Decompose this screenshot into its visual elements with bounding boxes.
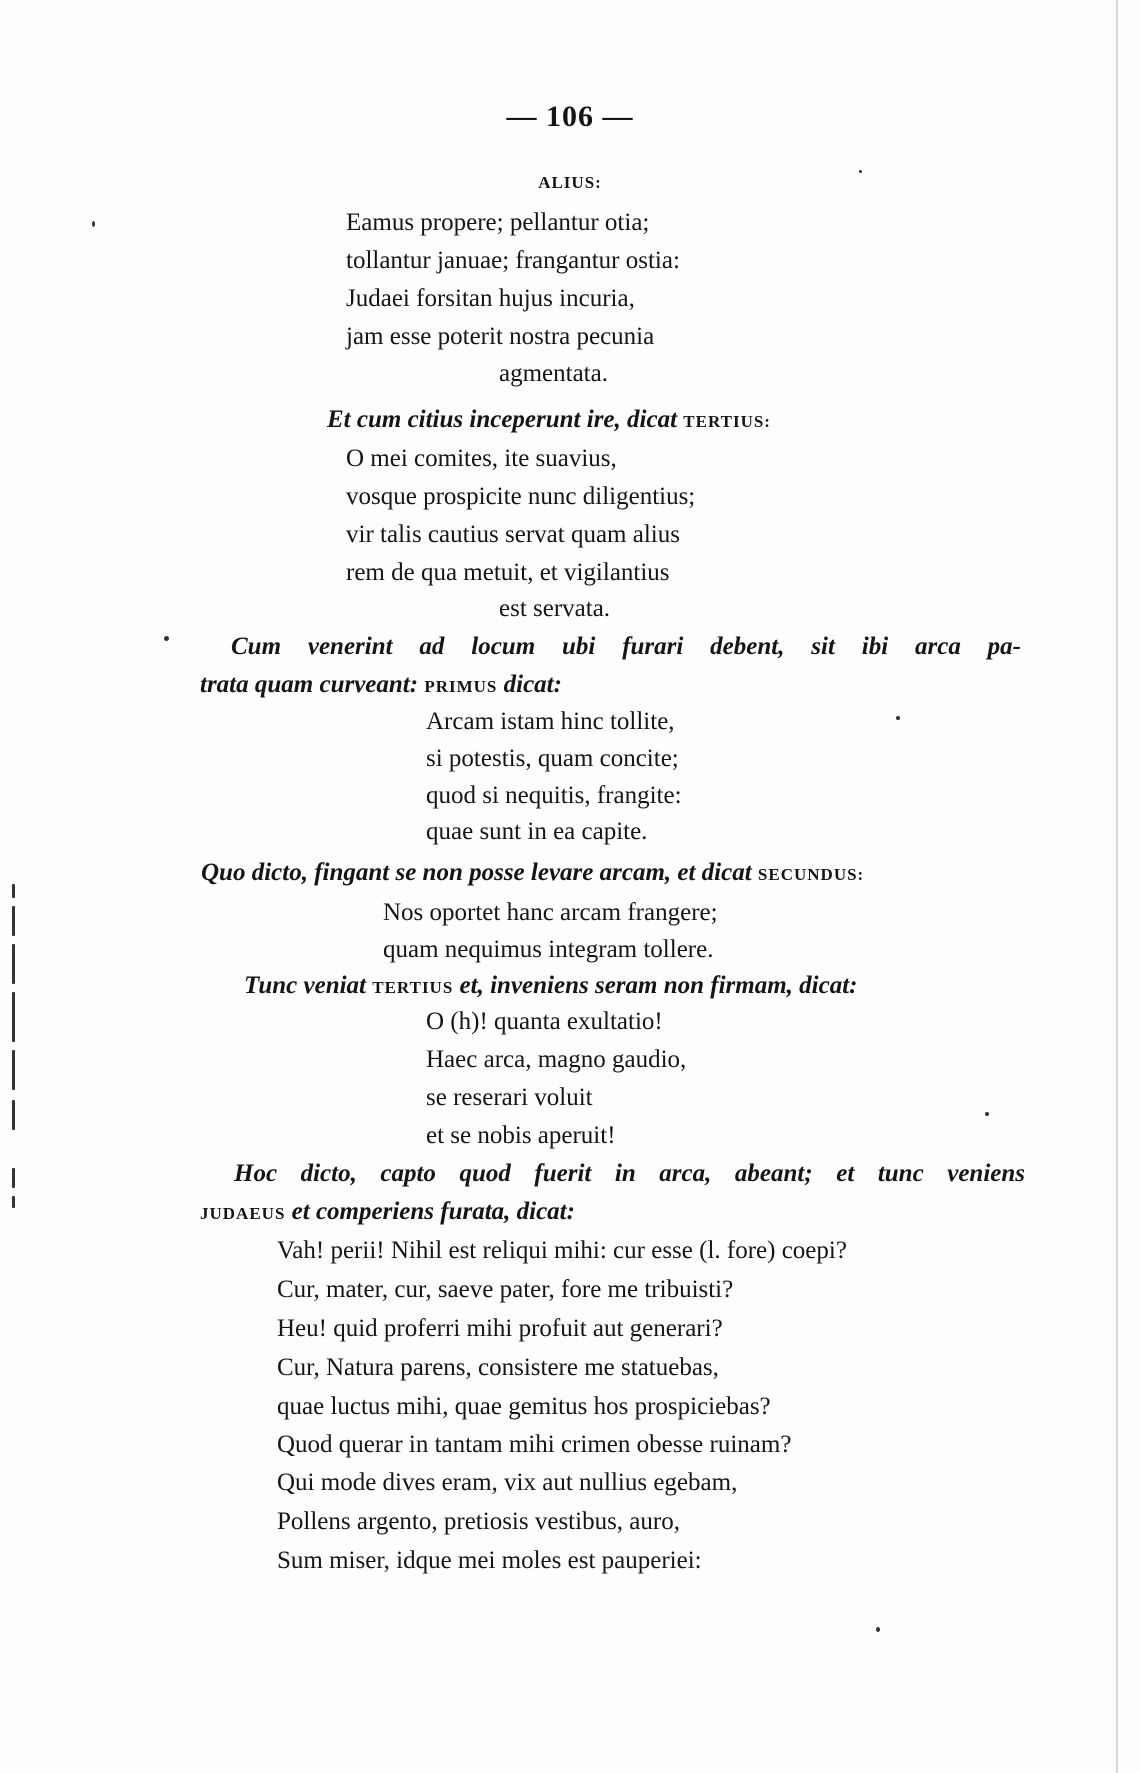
verse-line: Arcam istam hinc tollite, [426, 708, 675, 735]
verse-line: Cur, Natura parens, consistere me statuebas, [277, 1354, 719, 1381]
verse-line: est servata. [499, 595, 611, 622]
verse-line: jam esse poterit nostra pecunia [346, 323, 655, 350]
stage-direction [244, 970, 857, 1004]
stage-direction-text: et comperiens furata, dicat: [291, 1198, 575, 1225]
verse-line: vosque prospicite nunc diligentius; [346, 483, 696, 510]
scan-speck [92, 221, 95, 227]
scan-speck [12, 1196, 15, 1208]
verse-line: O mei comites, ite suavius, [346, 445, 617, 472]
speaker-label: ALIUS: [538, 173, 602, 192]
page-number: — 106 — [506, 100, 634, 133]
verse-line: Eamus propere; pellantur otia; [346, 209, 650, 236]
verse-line: Quod querar in tantam mihi crimen obesse ruinam? [277, 1431, 792, 1458]
page-edge [1116, 0, 1118, 1773]
scan-speck [12, 1100, 15, 1130]
verse-line: quod si nequitis, frangite: [426, 782, 682, 809]
verse-line: et se nobis aperuit! [426, 1122, 616, 1149]
scan-speck [985, 1112, 989, 1116]
scan-speck [859, 170, 862, 173]
verse-line: rem de qua metuit, et vigilantius [346, 559, 670, 586]
verse-line: vir talis cautius servat quam alius [346, 521, 680, 548]
verse-line: O (h)! quanta exultatio! [426, 1008, 663, 1035]
verse-line: Vah! perii! Nihil est reliqui mihi: cur esse (l. fore) coepi? [277, 1237, 847, 1264]
verse-line: tollantur januae; frangantur ostia: [346, 247, 680, 274]
verse-line: Pollens argento, pretiosis vestibus, auro, [277, 1508, 680, 1535]
scan-speck [12, 906, 15, 936]
scan-speck [164, 636, 169, 641]
verse-line: Cur, mater, cur, saeve pater, fore me tribuisti? [277, 1276, 734, 1303]
stage-direction: Hoc dicto, capto quod fuerit in arca, abeant; et tunc veniens [234, 1160, 1025, 1187]
scan-speck [12, 1050, 15, 1090]
stage-direction-text: Et cum citius inceperunt ire, dicat [327, 406, 678, 433]
verse-line: Nos oportet hanc arcam frangere; [383, 899, 718, 926]
scan-speck [876, 1627, 880, 1632]
stage-direction-text: dicat: [503, 671, 562, 698]
verse-line: Judaei forsitan hujus incuria, [346, 285, 635, 312]
speaker-label: SECUNDUS: [757, 865, 865, 884]
verse-line: quam nequimus integram tollere. [383, 936, 714, 963]
stage-direction: Cum venerint ad locum ubi furari debent, sit ibi arca pa- [231, 633, 1021, 660]
verse-line: Qui mode dives eram, vix aut nullius egebam, [277, 1469, 738, 1496]
stage-direction-text: Quo dicto, fingant se non posse levare arcam, et dicat [201, 859, 752, 886]
verse-line: se reserari voluit [426, 1084, 593, 1111]
stage-direction [200, 1196, 575, 1230]
scan-speck [12, 884, 15, 898]
verse-line: agmentata. [499, 360, 608, 387]
speaker-label: PRIMUS [424, 677, 498, 696]
stage-direction-text: Tunc veniat [244, 972, 366, 999]
verse-line: quae luctus mihi, quae gemitus hos prospiciebas? [277, 1393, 771, 1420]
verse-line: si potestis, quam concite; [426, 745, 679, 772]
speaker-label: TERTIUS: [683, 412, 771, 431]
verse-line: Heu! quid proferri mihi profuit aut generari? [277, 1315, 723, 1342]
scan-speck [12, 992, 15, 1042]
verse-line: Sum miser, idque mei moles est pauperiei: [277, 1547, 702, 1574]
scan-speck [12, 944, 15, 984]
verse-line: quae sunt in ea capite. [426, 818, 648, 845]
scan-speck [12, 1168, 15, 1188]
stage-direction-text: trata quam curveant: [200, 671, 419, 698]
stage-direction [201, 857, 864, 891]
scan-speck [896, 716, 900, 720]
speaker-label: JUDAEUS [200, 1204, 286, 1223]
speaker-label: TERTIUS [372, 978, 454, 997]
stage-direction [327, 404, 771, 438]
stage-direction [200, 669, 562, 703]
stage-direction-text: et, inveniens seram non firmam, dicat: [459, 972, 858, 999]
verse-line: Haec arca, magno gaudio, [426, 1046, 687, 1073]
